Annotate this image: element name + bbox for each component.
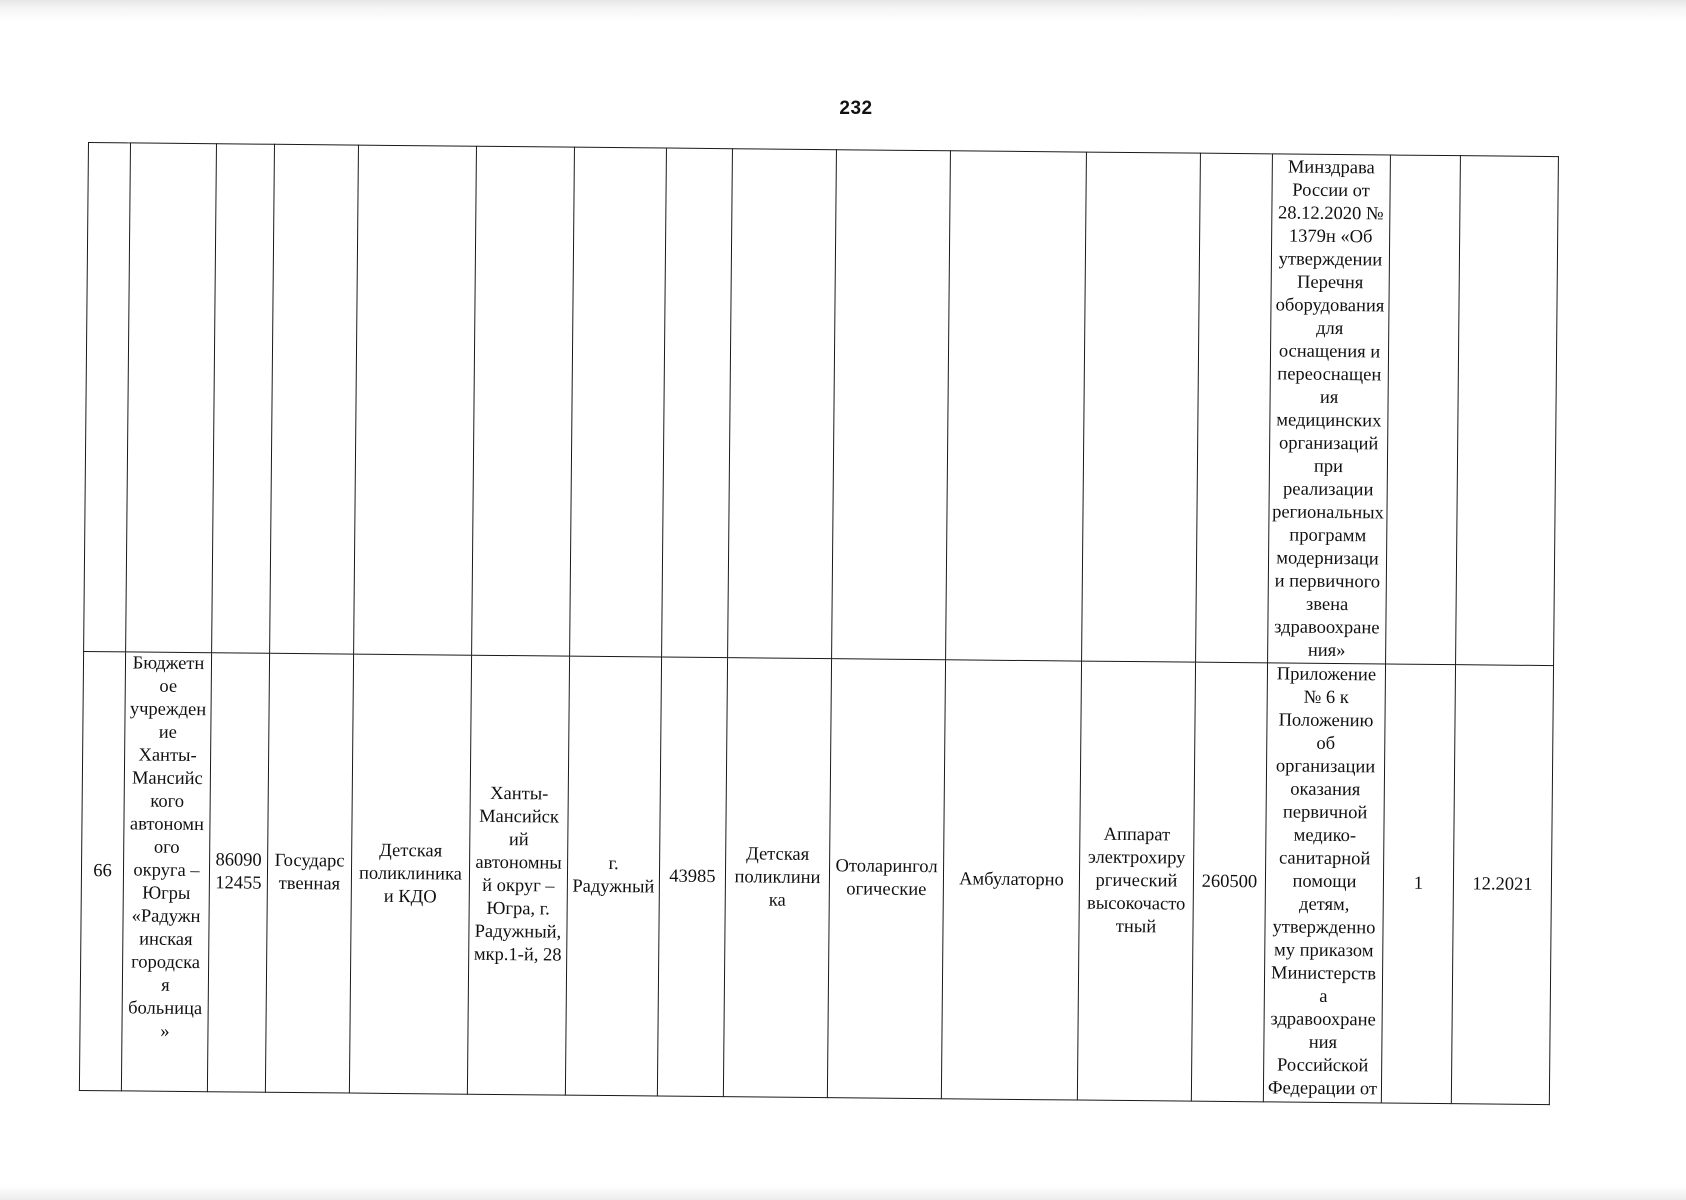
organization-code: 86090 12455 [215, 850, 262, 894]
scan-edge-bottom [0, 1186, 1686, 1200]
cell-quantity [1381, 664, 1455, 1104]
cell-city-empty [570, 147, 667, 657]
cell-equipment [1077, 661, 1195, 1101]
equipment-table [79, 142, 1559, 1105]
cell-city [565, 656, 661, 1096]
legal-basis-continuation-text: Минздрава России от 28.12.2020 № 1379н «Об утверждении Перечня оборудования для оснащения и переоснащен ия медицинских организаций при реализации региональных программ модернизаци и первичного звена здравоохране ния» [1272, 157, 1385, 662]
care-conditions: Амбулаторно [959, 868, 1064, 890]
address: Ханты- Мансийск ий автономны й округ – Югра, г. Радужный, мкр.1-й, 28 [473, 783, 562, 966]
equipment-name: Аппарат электрохиру ргический высокочасто тный [1087, 824, 1186, 937]
department: Детская поликлини ка [734, 843, 821, 911]
cell-ownership [265, 653, 353, 1093]
specialty: Отоларингол огические [835, 856, 938, 901]
cell-address [467, 655, 569, 1095]
page-number: 232 [839, 98, 873, 119]
cell-legal-basis-continuation [1268, 154, 1391, 664]
cell-address-empty [472, 146, 575, 656]
city: г. Радужный [572, 854, 655, 898]
cell-number-empty [84, 143, 131, 652]
equipment-code: 260500 [1201, 871, 1258, 892]
cell-ownership-empty [270, 144, 359, 654]
cell-equipment-code [1191, 662, 1267, 1102]
cell-code [207, 653, 269, 1093]
table-container [79, 142, 1558, 1104]
cell-code-empty [212, 144, 275, 654]
cell-care-conditions [941, 660, 1081, 1100]
cell-index [657, 657, 727, 1097]
cell-organization [121, 652, 211, 1092]
cell-unit-empty [354, 145, 477, 655]
cell-number [79, 651, 125, 1090]
row-number: 66 [93, 860, 112, 881]
legal-basis: Приложение № 6 к Положению об организации оказания первичной медико- санитарной помощи детям, утвержденно му приказом Министерств а здравоохране ния Российской Федерации от [1267, 664, 1378, 1100]
table-row-continuation [84, 143, 1559, 666]
cell-specialty-empty [832, 150, 951, 660]
cell-date-empty [1456, 156, 1559, 666]
cell-date [1451, 665, 1553, 1105]
unit-name: Детская поликлиника и КДО [358, 840, 463, 907]
quantity: 1 [1413, 873, 1424, 894]
cell-care-conditions-empty [946, 151, 1087, 661]
cell-index-empty [662, 148, 733, 658]
table-row-66 [79, 651, 1553, 1104]
ownership-form: Государс твенная [274, 850, 345, 895]
date: 12.2021 [1472, 873, 1533, 895]
scan-edge-top [0, 0, 1686, 22]
cell-equipment-code-empty [1196, 153, 1273, 663]
cell-department-empty [728, 149, 837, 659]
cell-department [723, 658, 831, 1098]
cell-unit [349, 654, 471, 1094]
organization-name: Бюджетн ое учрежден ие Ханты- Мансийс кого автономн ого округа – Югры «Радужн инская городска я больница » [128, 653, 207, 1042]
cell-quantity-empty [1386, 155, 1461, 665]
cell-specialty [827, 659, 945, 1099]
postal-index: 43985 [669, 866, 716, 887]
cell-legal-basis [1263, 663, 1385, 1103]
cell-equipment-empty [1082, 152, 1201, 662]
cell-organization-empty [126, 143, 217, 653]
